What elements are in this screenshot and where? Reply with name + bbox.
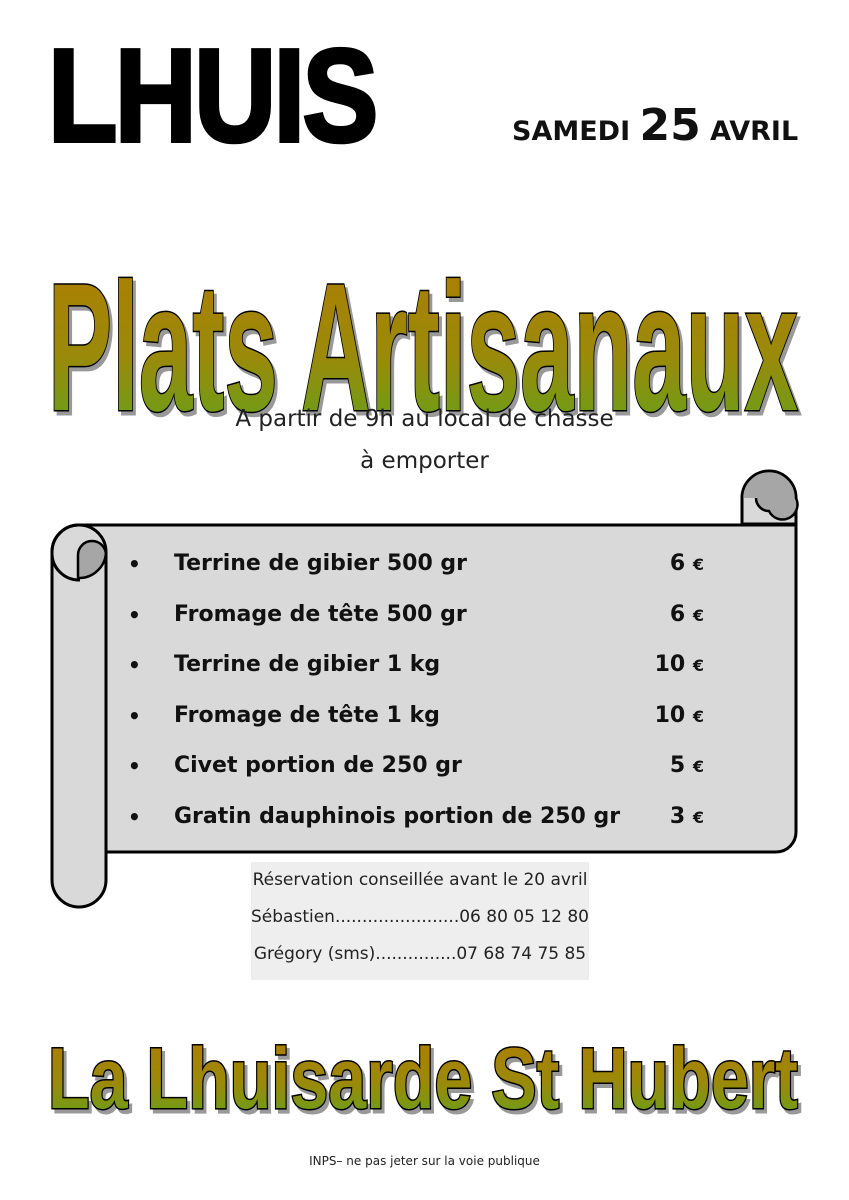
subtitle-line-2: à emporter [360,448,489,474]
item-price: 10 € [654,652,704,677]
menu-item [128,698,728,749]
menu-item [128,647,728,698]
date-month: AVRIL [710,116,799,147]
item-price: 5 € [669,753,704,778]
menu-item [128,799,728,850]
item-name: Terrine de gibier 500 gr [174,551,468,576]
bullet: • [128,754,141,778]
date-day: SAMEDI [512,116,631,147]
subtitle-line-1: A partir de 9h au local de chasse [235,406,614,432]
bullet: • [128,804,141,829]
item-name: Fromage de tête 500 gr [174,601,467,627]
item-price: 6 € [669,551,704,576]
contact-sebastien: Sébastien.......................06 80 05 12 80 [251,907,589,927]
bullet: • [128,653,141,677]
menu-item [128,546,728,597]
association-name: La Lhuisarde St Hubert [48,1031,798,1127]
item-name: Terrine de gibier 1 kg [174,652,441,677]
item-price: 6 € [669,601,704,627]
menu-item [128,748,728,799]
town-name: LHUIS [48,22,376,169]
menu-list [128,546,728,849]
bullet: • [128,703,141,728]
item-price: 3 € [669,803,704,829]
item-price: 10 € [654,702,704,728]
item-name: Gratin dauphinois portion de 250 gr [174,803,621,829]
footer-note: INPS– ne pas jeter sur la voie publique [309,1154,540,1168]
menu-item [128,597,728,648]
date-number: 25 [639,100,701,151]
bullet: • [128,552,141,576]
association-wordart [0,1020,849,1130]
item-name: Civet portion de 250 gr [174,753,462,778]
reservation-note: Réservation conseillée avant le 20 avril [252,870,588,890]
contact-gregory: Grégory (sms)...............07 68 74 75 85 [253,944,587,964]
title-text: Plats Artisanaux [48,245,798,449]
reservation-box [251,862,589,980]
bullet: • [128,602,141,627]
item-name: Fromage de tête 1 kg [174,702,440,728]
